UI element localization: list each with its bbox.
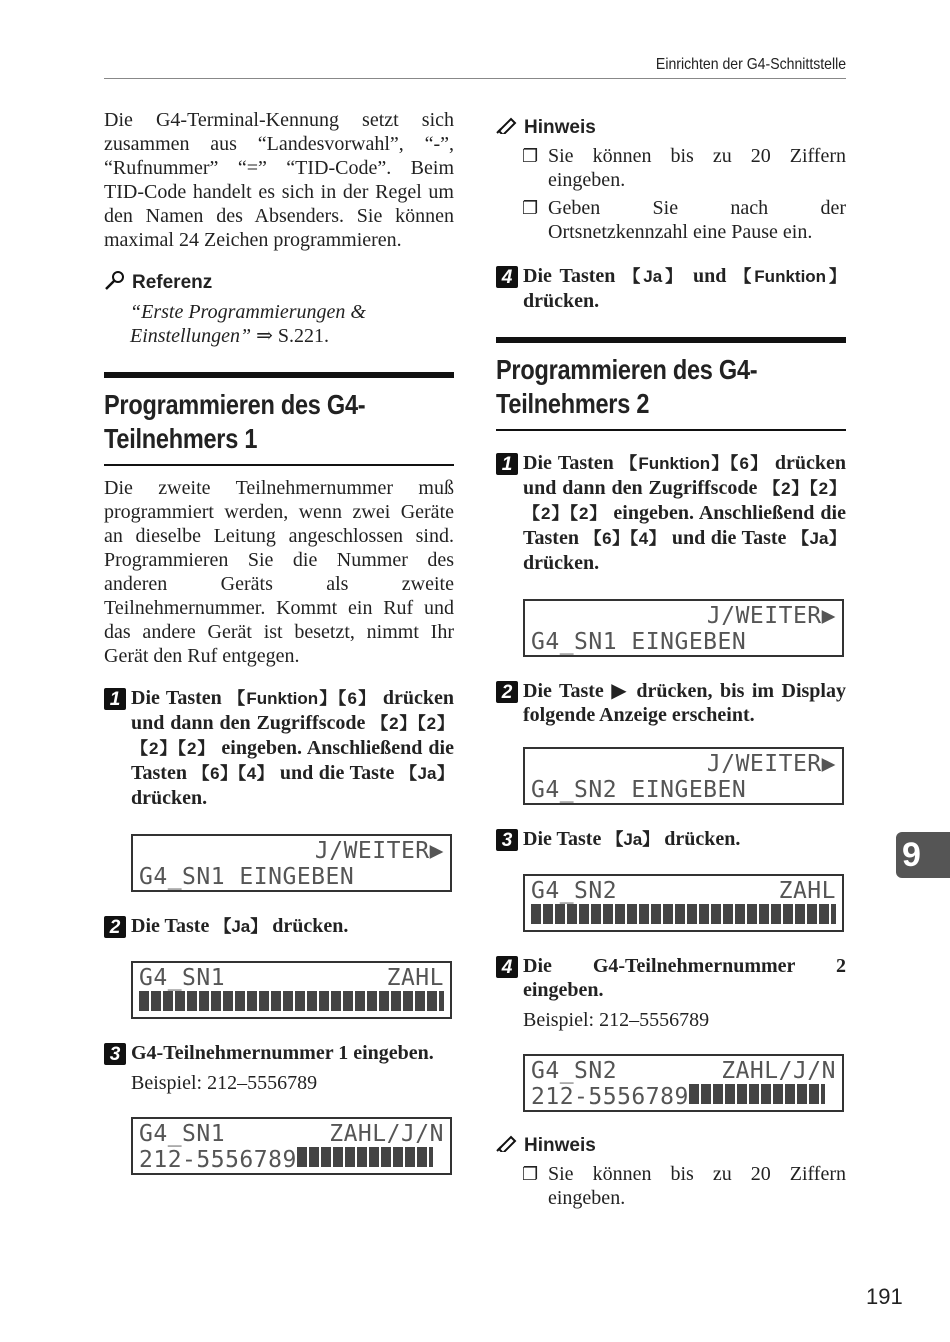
- lcd-display: [131, 1117, 452, 1175]
- key-label: 【6】【4】: [584, 529, 667, 548]
- step-2: [104, 914, 454, 939]
- reference-text: [130, 300, 454, 348]
- lcd-display: [131, 961, 452, 1019]
- intro-paragraph: Die G4-Terminal-Kennung setzt sich zusammen aus “Landesvorwahl”, “-”, “Rufnummer” “=” “TID-Code”. Beim TID-Code handelt es sich in der Regel um den Namen des Absenders. Sie können maximal 24 Zeichen programmieren.: [104, 109, 454, 251]
- step-number: 1: [104, 688, 126, 710]
- hint-item: ❐ Sie können bis zu 20 Ziffern eingeben.: [522, 1163, 846, 1209]
- reference-page: ⇒ S.221.: [256, 325, 329, 347]
- header-title: Einrichten der G4-Schnittstelle: [655, 56, 846, 73]
- reference-block: [104, 270, 454, 348]
- key-label: 【Funktion】【6】: [620, 454, 769, 473]
- step-1: [496, 451, 846, 575]
- step-text: Die G4-Teilnehmernummer 2 eingeben.: [523, 955, 846, 1001]
- pencil-icon: [496, 116, 518, 140]
- hint-heading: [496, 1134, 846, 1158]
- lcd-input-bar: [139, 991, 444, 1017]
- key-label: 【2】【2】【2】【2】: [523, 479, 846, 523]
- step-text: Die Tasten 【Funktion】【6】 drücken und dann den Zugriffscode 【2】【2】【2】【2】 eingeben. Anschließend die Tasten 【6】【4】 und die Taste 【Ja】 drücken.: [523, 452, 846, 574]
- step-number: 3: [104, 1043, 126, 1065]
- hint-block: [496, 116, 846, 244]
- lcd-display: [131, 834, 452, 892]
- section-heading-2: [496, 337, 846, 431]
- lcd-line: G4_SN2 ZAHL/J/N: [531, 1058, 836, 1084]
- step-3: [496, 827, 846, 852]
- key-label: 【Ja】: [606, 830, 660, 849]
- chapter-tab: 9: [896, 832, 950, 878]
- hint-label: Hinweis: [524, 117, 596, 138]
- right-column: [496, 108, 846, 1210]
- step-number: 4: [496, 266, 518, 288]
- step-text: G4-Teilnehmernummer 1 eingeben.: [131, 1042, 434, 1064]
- lcd-display: [523, 747, 844, 805]
- lcd-line: J/WEITER▶: [706, 603, 836, 629]
- key-label: 【Funktion】: [734, 267, 847, 286]
- step-text: Die Taste 【Ja】 drücken.: [131, 915, 349, 937]
- step-4: [496, 954, 846, 1002]
- magnifier-icon: [104, 270, 126, 296]
- example-text: Beispiel: 212–5556789: [523, 1009, 710, 1031]
- section-title: Programmieren des G4-Teilnehmers 1: [104, 389, 366, 454]
- lcd-display: [523, 599, 844, 657]
- key-label: 【Funktion】【6】: [228, 689, 377, 708]
- step-text: Die Taste ▶ drücken, bis im Display folgende Anzeige erscheint.: [523, 680, 846, 726]
- step-4: [496, 264, 846, 313]
- lcd-display: [523, 1054, 844, 1112]
- lcd-line: 212-5556789: [139, 1147, 444, 1173]
- hint-block: [496, 1134, 846, 1210]
- reference-heading: [104, 270, 454, 296]
- key-label: 【2】【2】【2】【2】: [131, 714, 454, 758]
- reference-label: Referenz: [132, 272, 213, 293]
- step-2: [496, 679, 846, 727]
- lcd-line: G4_SN2 EINGEBEN: [531, 777, 747, 803]
- reference-title: “Erste Programmierungen & Einstellungen”: [130, 301, 366, 347]
- lcd-display: [523, 874, 844, 932]
- running-header: [104, 54, 846, 79]
- step-number: 3: [496, 829, 518, 851]
- section-heading-1: [104, 372, 454, 466]
- example-text: Beispiel: 212–5556789: [131, 1072, 318, 1094]
- key-label: 【6】【4】: [192, 764, 275, 783]
- hint-item: ❐ Sie können bis zu 20 Ziffern eingeben.: [522, 145, 846, 191]
- step-text: Die Tasten 【Funktion】【6】 drücken und dann den Zugriffscode 【2】【2】【2】【2】 eingeben. Anschließend die Tasten 【6】【4】 und die Taste 【Ja】 drücken.: [131, 687, 454, 809]
- pencil-icon: [496, 1134, 518, 1158]
- lcd-line: G4_SN1 EINGEBEN: [531, 629, 747, 655]
- hint-label: Hinweis: [524, 1135, 596, 1156]
- hint-heading: [496, 116, 846, 140]
- key-label: 【Ja】: [214, 917, 268, 936]
- lcd-line: G4_SN1 ZAHL: [139, 965, 444, 991]
- step-number: 4: [496, 956, 518, 978]
- step-1: [104, 686, 454, 810]
- left-column: [104, 108, 454, 1175]
- lcd-line: J/WEITER▶: [314, 838, 444, 864]
- key-label: 【Ja】: [399, 764, 454, 783]
- page-number: 191: [866, 1284, 903, 1309]
- lcd-line: G4_SN1 EINGEBEN: [139, 864, 355, 890]
- section-title: Programmieren des G4-Teilnehmers 2: [496, 354, 758, 419]
- lcd-line: 212-5556789: [531, 1084, 836, 1110]
- hint-item: ❐ Geben Sie nach der Ortsnetzkennzahl eine Pause ein.: [522, 197, 846, 243]
- lcd-line: J/WEITER▶: [706, 751, 836, 777]
- step-3: [104, 1041, 454, 1065]
- key-label: 【Ja】: [791, 529, 846, 548]
- key-label: 【Ja】: [623, 267, 686, 286]
- lcd-line: G4_SN2 ZAHL: [531, 878, 836, 904]
- step-number: 1: [496, 453, 518, 475]
- step-text: Die Taste 【Ja】 drücken.: [523, 828, 741, 850]
- step-number: 2: [496, 681, 518, 703]
- section-intro: Die zweite Teilnehmernummer muß programmiert werden, wenn zwei Geräte an dieselbe Leitung angeschlossen sind. Programmieren Sie die Nummer des anderen Geräts als zweite Teilnehmernummer. Kommt ein Ruf und das andere Gerät ist besetzt, nimmt Ihr Gerät den Ruf entgegen.: [104, 477, 454, 667]
- step-number: 2: [104, 916, 126, 938]
- step-text: Die Tasten 【Ja】 und 【Funktion】 drücken.: [523, 265, 847, 312]
- lcd-line: G4_SN1 ZAHL/J/N: [139, 1121, 444, 1147]
- lcd-input-bar: [531, 904, 836, 930]
